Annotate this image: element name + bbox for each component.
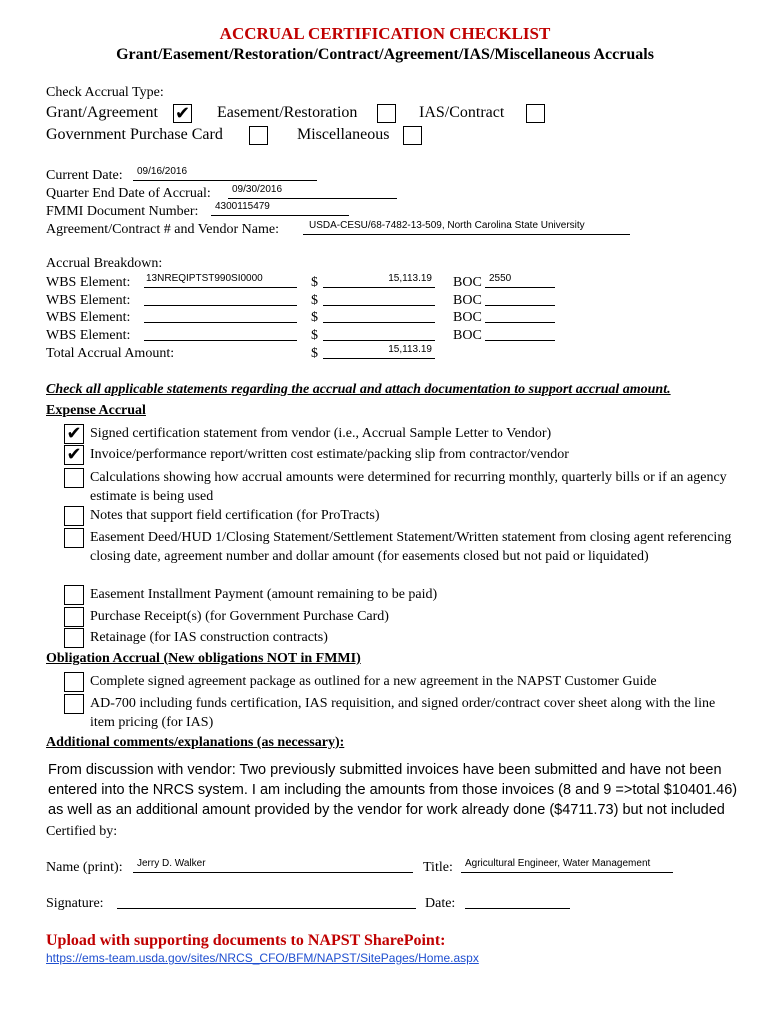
type-ias-checkbox[interactable] xyxy=(526,104,545,123)
dollar-sign: $ xyxy=(311,346,318,361)
comments-textarea[interactable]: From discussion with vendor: Two previously submitted invoices have been submitted and have not been entered into the NRCS system. I am including the amounts from those invoices (8 and 9 =>total $10401.46) as well as an additional amount provided by the vendor for work already done ($4711.73) but not included xyxy=(48,762,738,818)
expense-item: Retainage (for IAS construction contracts) xyxy=(90,630,328,645)
signature-label: Signature: xyxy=(46,896,104,911)
type-easement-checkbox[interactable] xyxy=(377,104,396,123)
type-ias-label: IAS/Contract xyxy=(419,104,505,121)
wbs-label: WBS Element: xyxy=(46,275,131,290)
boc-label: BOC xyxy=(453,310,482,325)
expense-item: Signed certification statement from vendor (i.e., Accrual Sample Letter to Vendor) xyxy=(90,426,552,441)
title-label: Title: xyxy=(423,860,453,875)
obligation-item: Complete signed agreement package as outlined for a new agreement in the NAPST Customer Guide xyxy=(90,674,657,689)
boc-field[interactable] xyxy=(485,326,555,341)
fmmi-value: 4300115479 xyxy=(215,201,270,212)
amount-field[interactable] xyxy=(323,291,435,306)
title-field[interactable] xyxy=(461,858,673,873)
expense-checkbox[interactable] xyxy=(64,585,84,605)
type-gpc-label: Government Purchase Card xyxy=(46,126,223,143)
current-date-field[interactable] xyxy=(133,166,317,181)
expense-checkbox[interactable] xyxy=(64,468,84,488)
fmmi-label: FMMI Document Number: xyxy=(46,204,199,219)
expense-checkbox[interactable] xyxy=(64,506,84,526)
wbs-label: WBS Element: xyxy=(46,310,131,325)
expense-item: Invoice/performance report/written cost estimate/packing slip from contractor/vendor xyxy=(90,447,569,462)
agreement-label: Agreement/Contract # and Vendor Name: xyxy=(46,222,280,237)
name-value: Jerry D. Walker xyxy=(137,858,206,869)
title-value: Agricultural Engineer, Water Management xyxy=(465,858,651,869)
expense-checkbox[interactable] xyxy=(64,628,84,648)
dollar-sign: $ xyxy=(311,293,318,308)
expense-checkbox[interactable] xyxy=(64,528,84,548)
total-field[interactable] xyxy=(323,344,435,359)
quarter-end-label: Quarter End Date of Accrual: xyxy=(46,186,211,201)
comments-heading: Additional comments/explanations (as necessary): xyxy=(46,735,345,750)
boc-label: BOC xyxy=(453,328,482,343)
quarter-end-value: 09/30/2016 xyxy=(232,184,283,195)
dollar-sign: $ xyxy=(311,310,318,325)
expense-checkbox[interactable]: ✔ xyxy=(64,424,84,444)
type-grant-checkbox[interactable]: ✔ xyxy=(174,103,191,124)
obligation-checkbox[interactable] xyxy=(64,694,84,714)
amount-value: 15,113.19 xyxy=(388,273,432,284)
expense-heading: Expense Accrual xyxy=(46,403,146,418)
current-date-value: 09/16/2016 xyxy=(137,166,188,177)
certified-by-label: Certified by: xyxy=(46,824,121,840)
wbs-field[interactable] xyxy=(144,291,297,306)
expense-checkbox[interactable] xyxy=(64,607,84,627)
expense-checkbox[interactable]: ✔ xyxy=(64,445,84,465)
wbs-field[interactable] xyxy=(144,326,297,341)
instructions: Check all applicable statements regarding the accrual and attach documentation to support accrual amount. xyxy=(46,382,671,397)
obligation-heading: Obligation Accrual (New obligations NOT in FMMI) xyxy=(46,651,361,666)
dollar-sign: $ xyxy=(311,328,318,343)
signature-field[interactable] xyxy=(117,894,416,909)
accrual-type-label: Check Accrual Type: xyxy=(46,85,164,100)
agreement-field[interactable] xyxy=(303,220,630,235)
sharepoint-link[interactable]: https://ems-team.usda.gov/sites/NRCS_CFO/BFM/NAPST/SitePages/Home.aspx xyxy=(46,951,479,965)
type-easement-label: Easement/Restoration xyxy=(217,104,358,121)
expense-item: Easement Deed/HUD 1/Closing Statement/Settlement Statement/Written statement from closing agent referencing closing date, agreement number and dollar amount (for easements closed but not paid or liquidated) xyxy=(90,530,732,564)
name-label: Name (print): xyxy=(46,860,123,875)
boc-field[interactable] xyxy=(485,308,555,323)
date-field[interactable] xyxy=(465,894,570,909)
breakdown-heading: Accrual Breakdown: xyxy=(46,256,163,271)
boc-field[interactable] xyxy=(485,291,555,306)
dollar-sign: $ xyxy=(311,275,318,290)
total-label: Total Accrual Amount: xyxy=(46,346,175,361)
amount-field[interactable] xyxy=(323,326,435,341)
expense-item: Easement Installment Payment (amount remaining to be paid) xyxy=(90,587,438,602)
agreement-value: USDA-CESU/68-7482-13-509, North Carolina State University xyxy=(309,220,585,231)
boc-field[interactable] xyxy=(485,273,555,288)
wbs-field[interactable] xyxy=(144,308,297,323)
quarter-end-field[interactable] xyxy=(228,184,397,199)
expense-item: Purchase Receipt(s) (for Government Purchase Card) xyxy=(90,609,389,624)
amount-field[interactable] xyxy=(323,273,435,288)
name-field[interactable] xyxy=(133,858,413,873)
upload-instruction: Upload with supporting documents to NAPST SharePoint: xyxy=(46,932,446,949)
current-date-label: Current Date: xyxy=(46,168,123,183)
boc-value: 2550 xyxy=(489,273,512,284)
type-misc-checkbox[interactable] xyxy=(403,126,422,145)
total-value: 15,113.19 xyxy=(388,344,432,355)
amount-field[interactable] xyxy=(323,308,435,323)
wbs-label: WBS Element: xyxy=(46,328,131,343)
obligation-item: AD-700 including funds certification, IAS requisition, and signed order/contract cover sheet along with the line item pricing (for IAS) xyxy=(90,696,716,730)
type-grant-label: Grant/Agreement xyxy=(46,104,158,121)
boc-label: BOC xyxy=(453,293,482,308)
expense-item: Notes that support field certification (for ProTracts) xyxy=(90,508,380,523)
expense-item: Calculations showing how accrual amounts were determined for recurring monthly, quarterly bills or if an agency estimate is being used xyxy=(90,470,727,504)
wbs-value: 13NREQIPTST990SI0000 xyxy=(146,273,263,284)
form-subtitle: Grant/Easement/Restoration/Contract/Agreement/IAS/Miscellaneous Accruals xyxy=(116,46,654,63)
wbs-label: WBS Element: xyxy=(46,293,131,308)
date-label: Date: xyxy=(425,896,456,911)
form-title: ACCRUAL CERTIFICATION CHECKLIST xyxy=(219,24,551,43)
type-misc-label: Miscellaneous xyxy=(297,126,390,143)
wbs-field[interactable] xyxy=(144,273,297,288)
fmmi-field[interactable] xyxy=(211,201,349,216)
obligation-checkbox[interactable] xyxy=(64,672,84,692)
boc-label: BOC xyxy=(453,275,482,290)
type-gpc-checkbox[interactable] xyxy=(249,126,268,145)
